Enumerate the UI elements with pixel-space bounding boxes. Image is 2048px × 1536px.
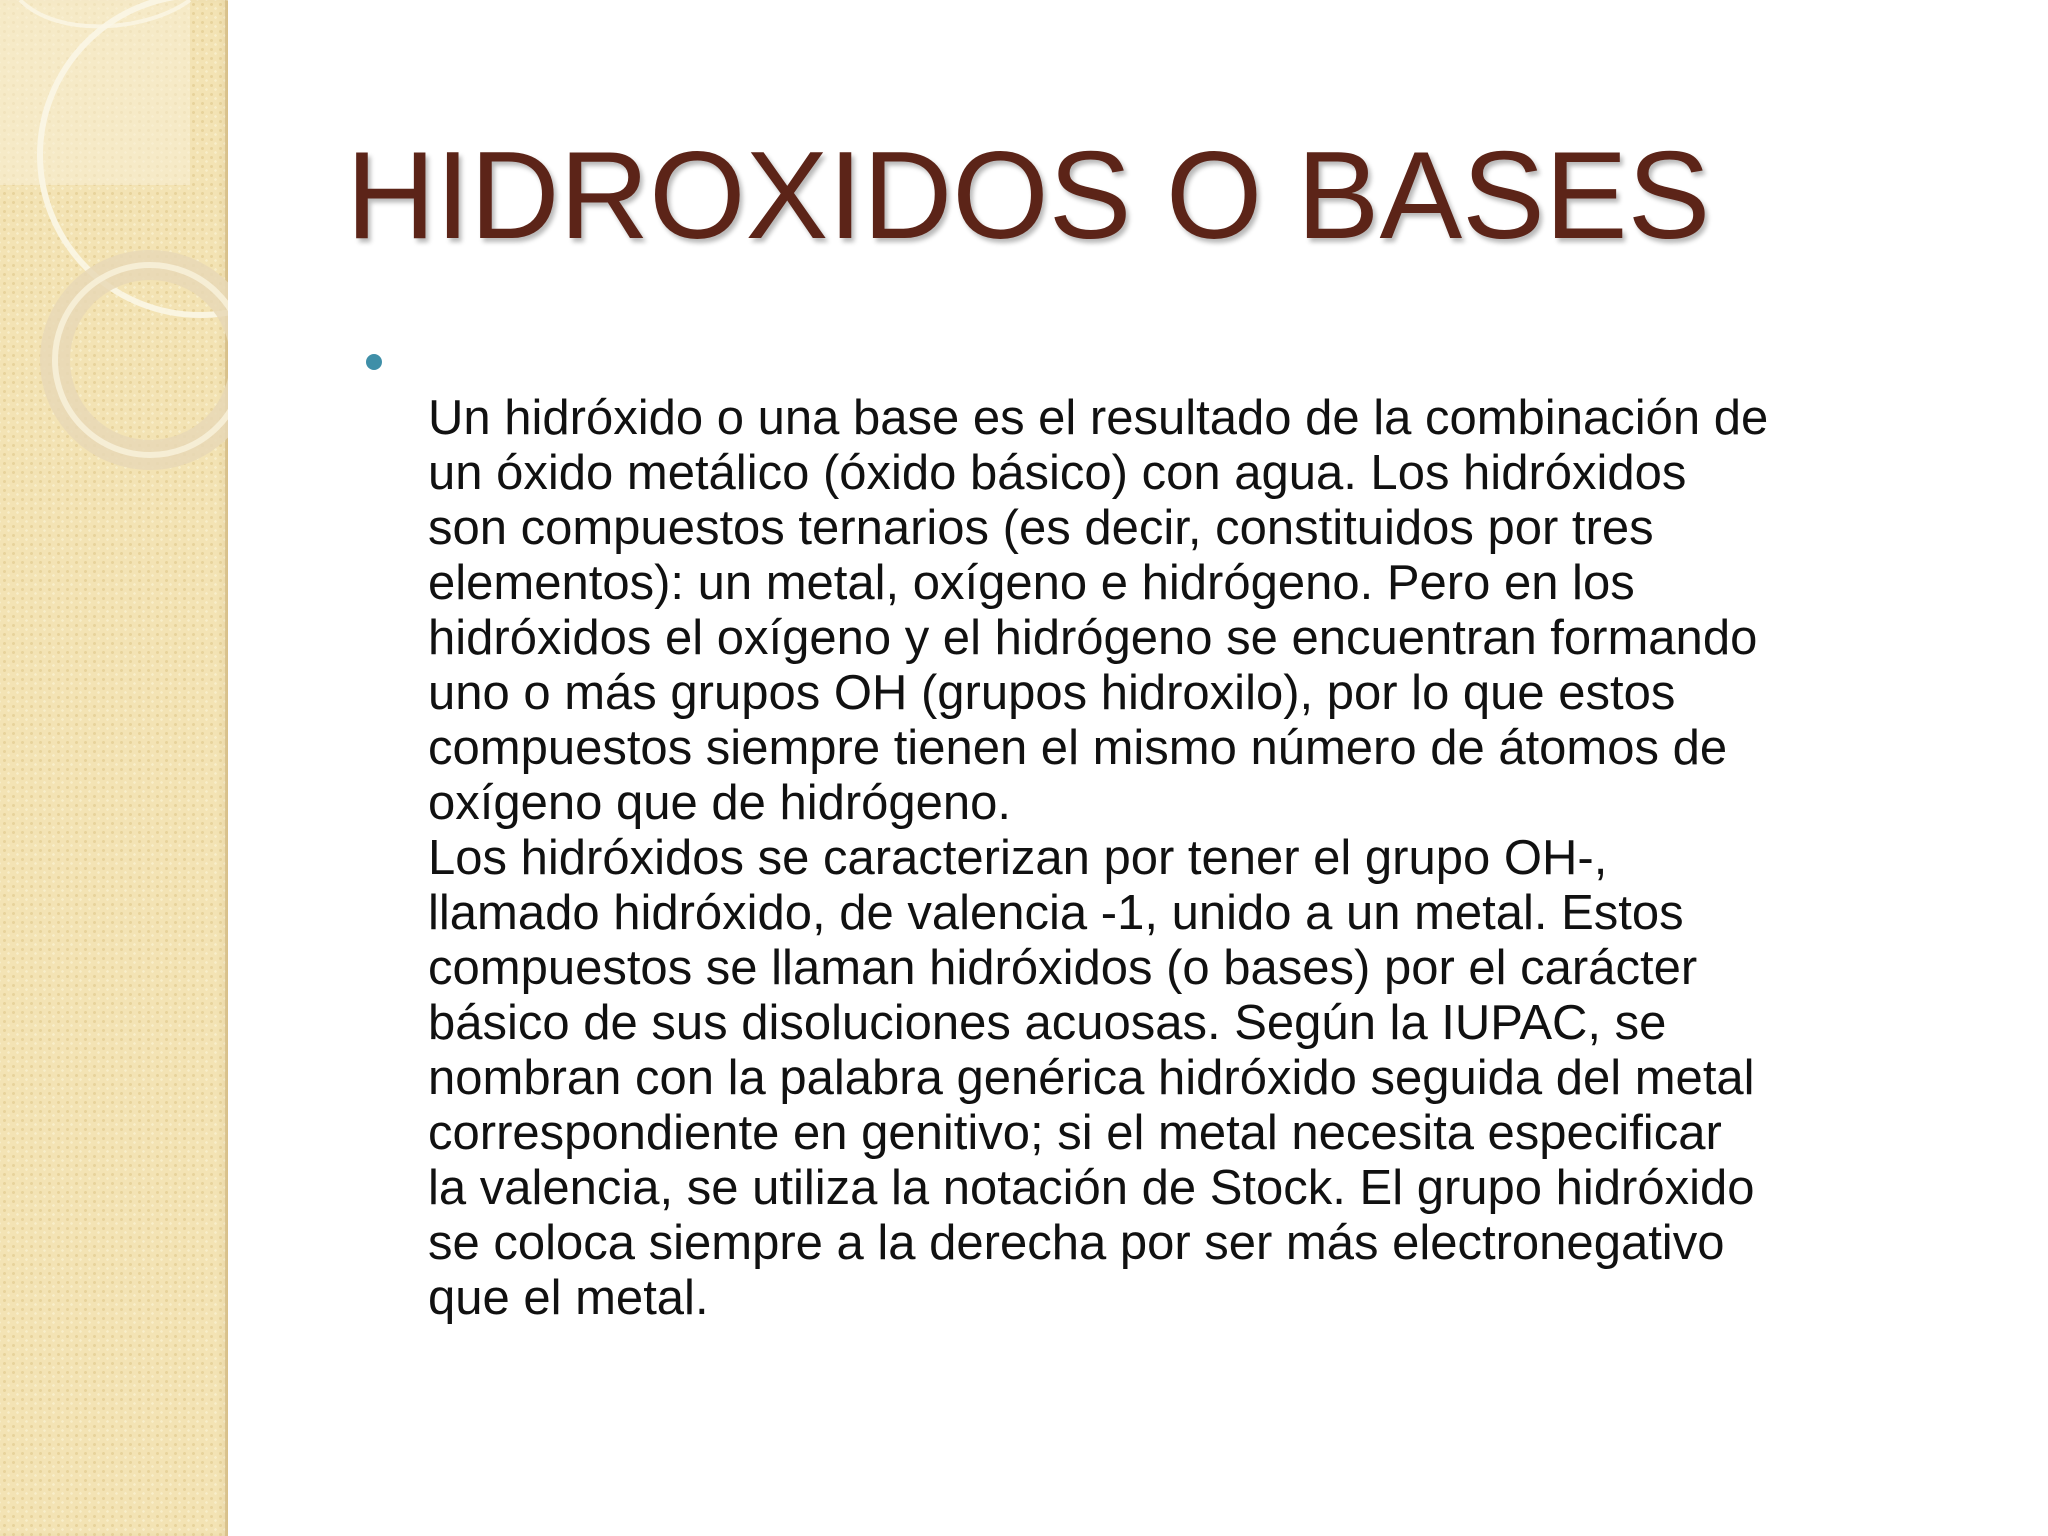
bullet-dot-icon [366,354,382,370]
decorative-circles [0,0,228,520]
slide-title: HIDROXIDOS O BASES [346,127,1711,265]
list-item [366,340,2006,1326]
bullet-list [366,340,2006,1326]
body-paragraph-2: Los hidróxidos se caracterizan por tener el grupo OH-, llamado hidróxido, de valencia -1, unido a un metal. Estos compuestos se llaman hidróxidos (o bases) por el carácter básico de sus disoluciones acuosas. Según la IUPAC, se nombran con la palabra genérica hidróxido seguida del metal correspondiente en genitivo; si el metal necesita especificar la valencia, se utiliza la notación de Stock. El grupo hidróxido se coloca siempre a la derecha por ser más electronegativo que el metal. [428,831,1755,1325]
body-paragraph-1: Un hidróxido o una base es el resultado de la combinación de un óxido metálico (óxido básico) con agua. Los hidróxidos son compuestos ternarios (es decir, constituidos por tres elementos): un metal, oxígeno e hidrógeno. Pero en los hidróxidos el oxígeno y el hidrógeno se encuentran formando uno o más grupos OH (grupos hidroxilo), por lo que estos compuestos siempre tienen el mismo número de átomos de oxígeno que de hidrógeno. [428,391,1769,830]
